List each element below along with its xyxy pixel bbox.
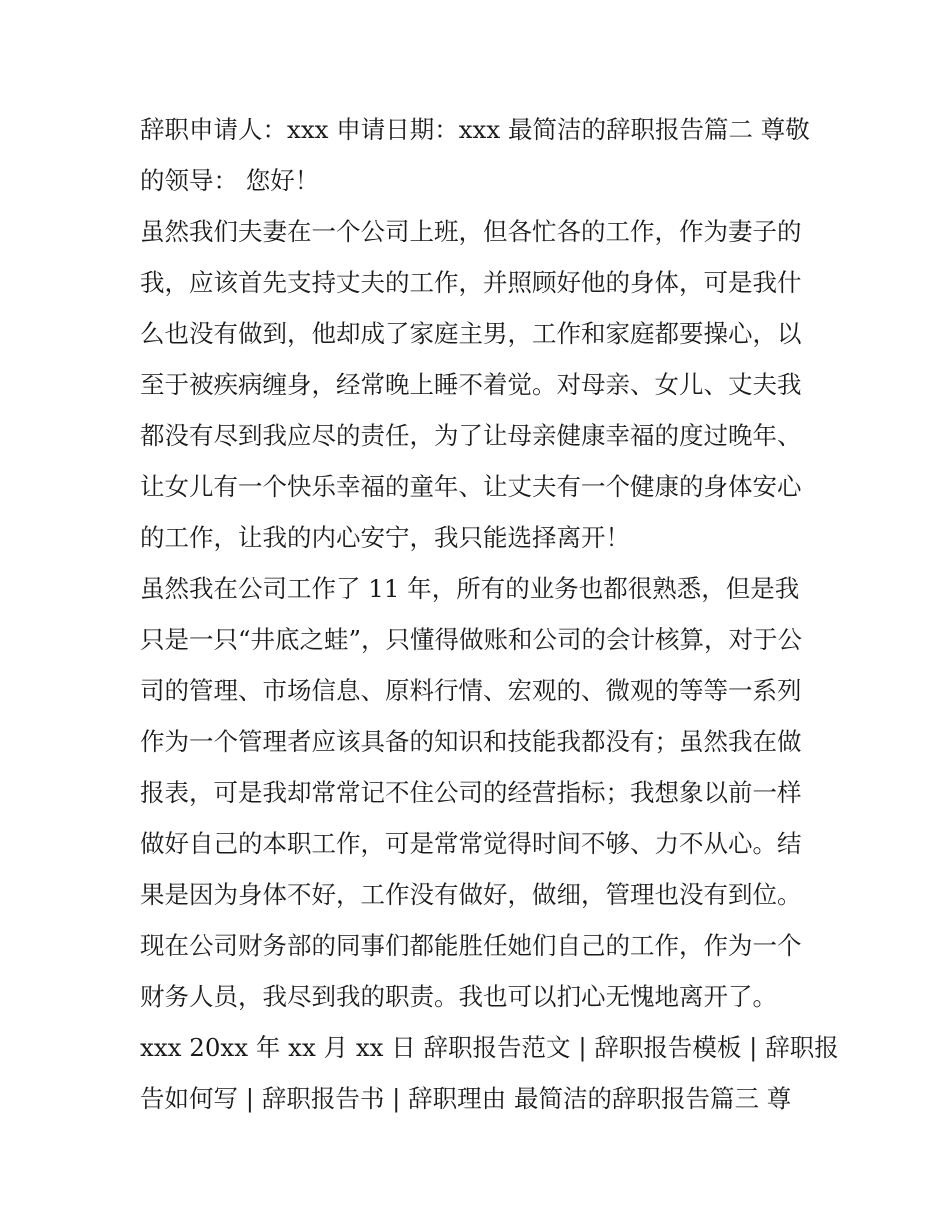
text-line: 司的管理、市场信息、原料行情、宏观的、微观的等等一系列 bbox=[140, 676, 802, 705]
text-line: 果是因为身体不好，工作没有做好，做细，管理也没有到位。 bbox=[140, 880, 802, 909]
text-line: 至于被疾病缠身，经常晚上睡不着觉。对母亲、女儿、丈夫我 bbox=[140, 370, 802, 399]
text-line: 财务人员，我尽到我的职责。我也可以扪心无愧地离开了。 bbox=[140, 982, 777, 1011]
text-line: 虽然我们夫妻在一个公司上班，但各忙各的工作，作为妻子的 bbox=[140, 217, 802, 246]
text-line: 我，应该首先支持丈夫的工作，并照顾好他的身体，可是我什 bbox=[140, 268, 802, 297]
text-line: 的工作，让我的内心安宁，我只能选择离开！ bbox=[140, 523, 630, 552]
text-line-date-links: xxx 20xx 年 xx 月 xx 日 辞职报告范文 | 辞职报告模板 | 辞职报 bbox=[140, 1033, 839, 1062]
text-line: 作为一个管理者应该具备的知识和技能我都没有；虽然我在做 bbox=[140, 727, 802, 756]
text-line: 么也没有做到，他却成了家庭主男，工作和家庭都要操心，以 bbox=[140, 319, 802, 348]
text-line: 虽然我在公司工作了 11 年，所有的业务也都很熟悉，但是我 bbox=[140, 574, 800, 603]
text-line-links: 告如何写 | 辞职报告书 | 辞职理由 最简洁的辞职报告篇三 尊 bbox=[140, 1084, 792, 1113]
body-text bbox=[140, 104, 839, 1124]
text-line-salutation: 的领导： 您好！ bbox=[140, 166, 320, 195]
text-line: 都没有尽到我应尽的责任，为了让母亲健康幸福的度过晚年、 bbox=[140, 421, 802, 450]
text-line-applicant: 辞职申请人：xxx 申请日期：xxx 最简洁的辞职报告篇二 尊敬 bbox=[140, 115, 810, 144]
text-line: 报表，可是我却常常记不住公司的经营指标；我想象以前一样 bbox=[140, 778, 802, 807]
text-line: 做好自己的本职工作，可是常常觉得时间不够、力不从心。结 bbox=[140, 829, 802, 858]
text-line: 让女儿有一个快乐幸福的童年、让丈夫有一个健康的身体安心 bbox=[140, 472, 802, 501]
text-line: 现在公司财务部的同事们都能胜任她们自己的工作，作为一个 bbox=[140, 931, 802, 960]
text-line: 只是一只“井底之蛙”，只懂得做账和公司的会计核算，对于公 bbox=[140, 625, 803, 654]
